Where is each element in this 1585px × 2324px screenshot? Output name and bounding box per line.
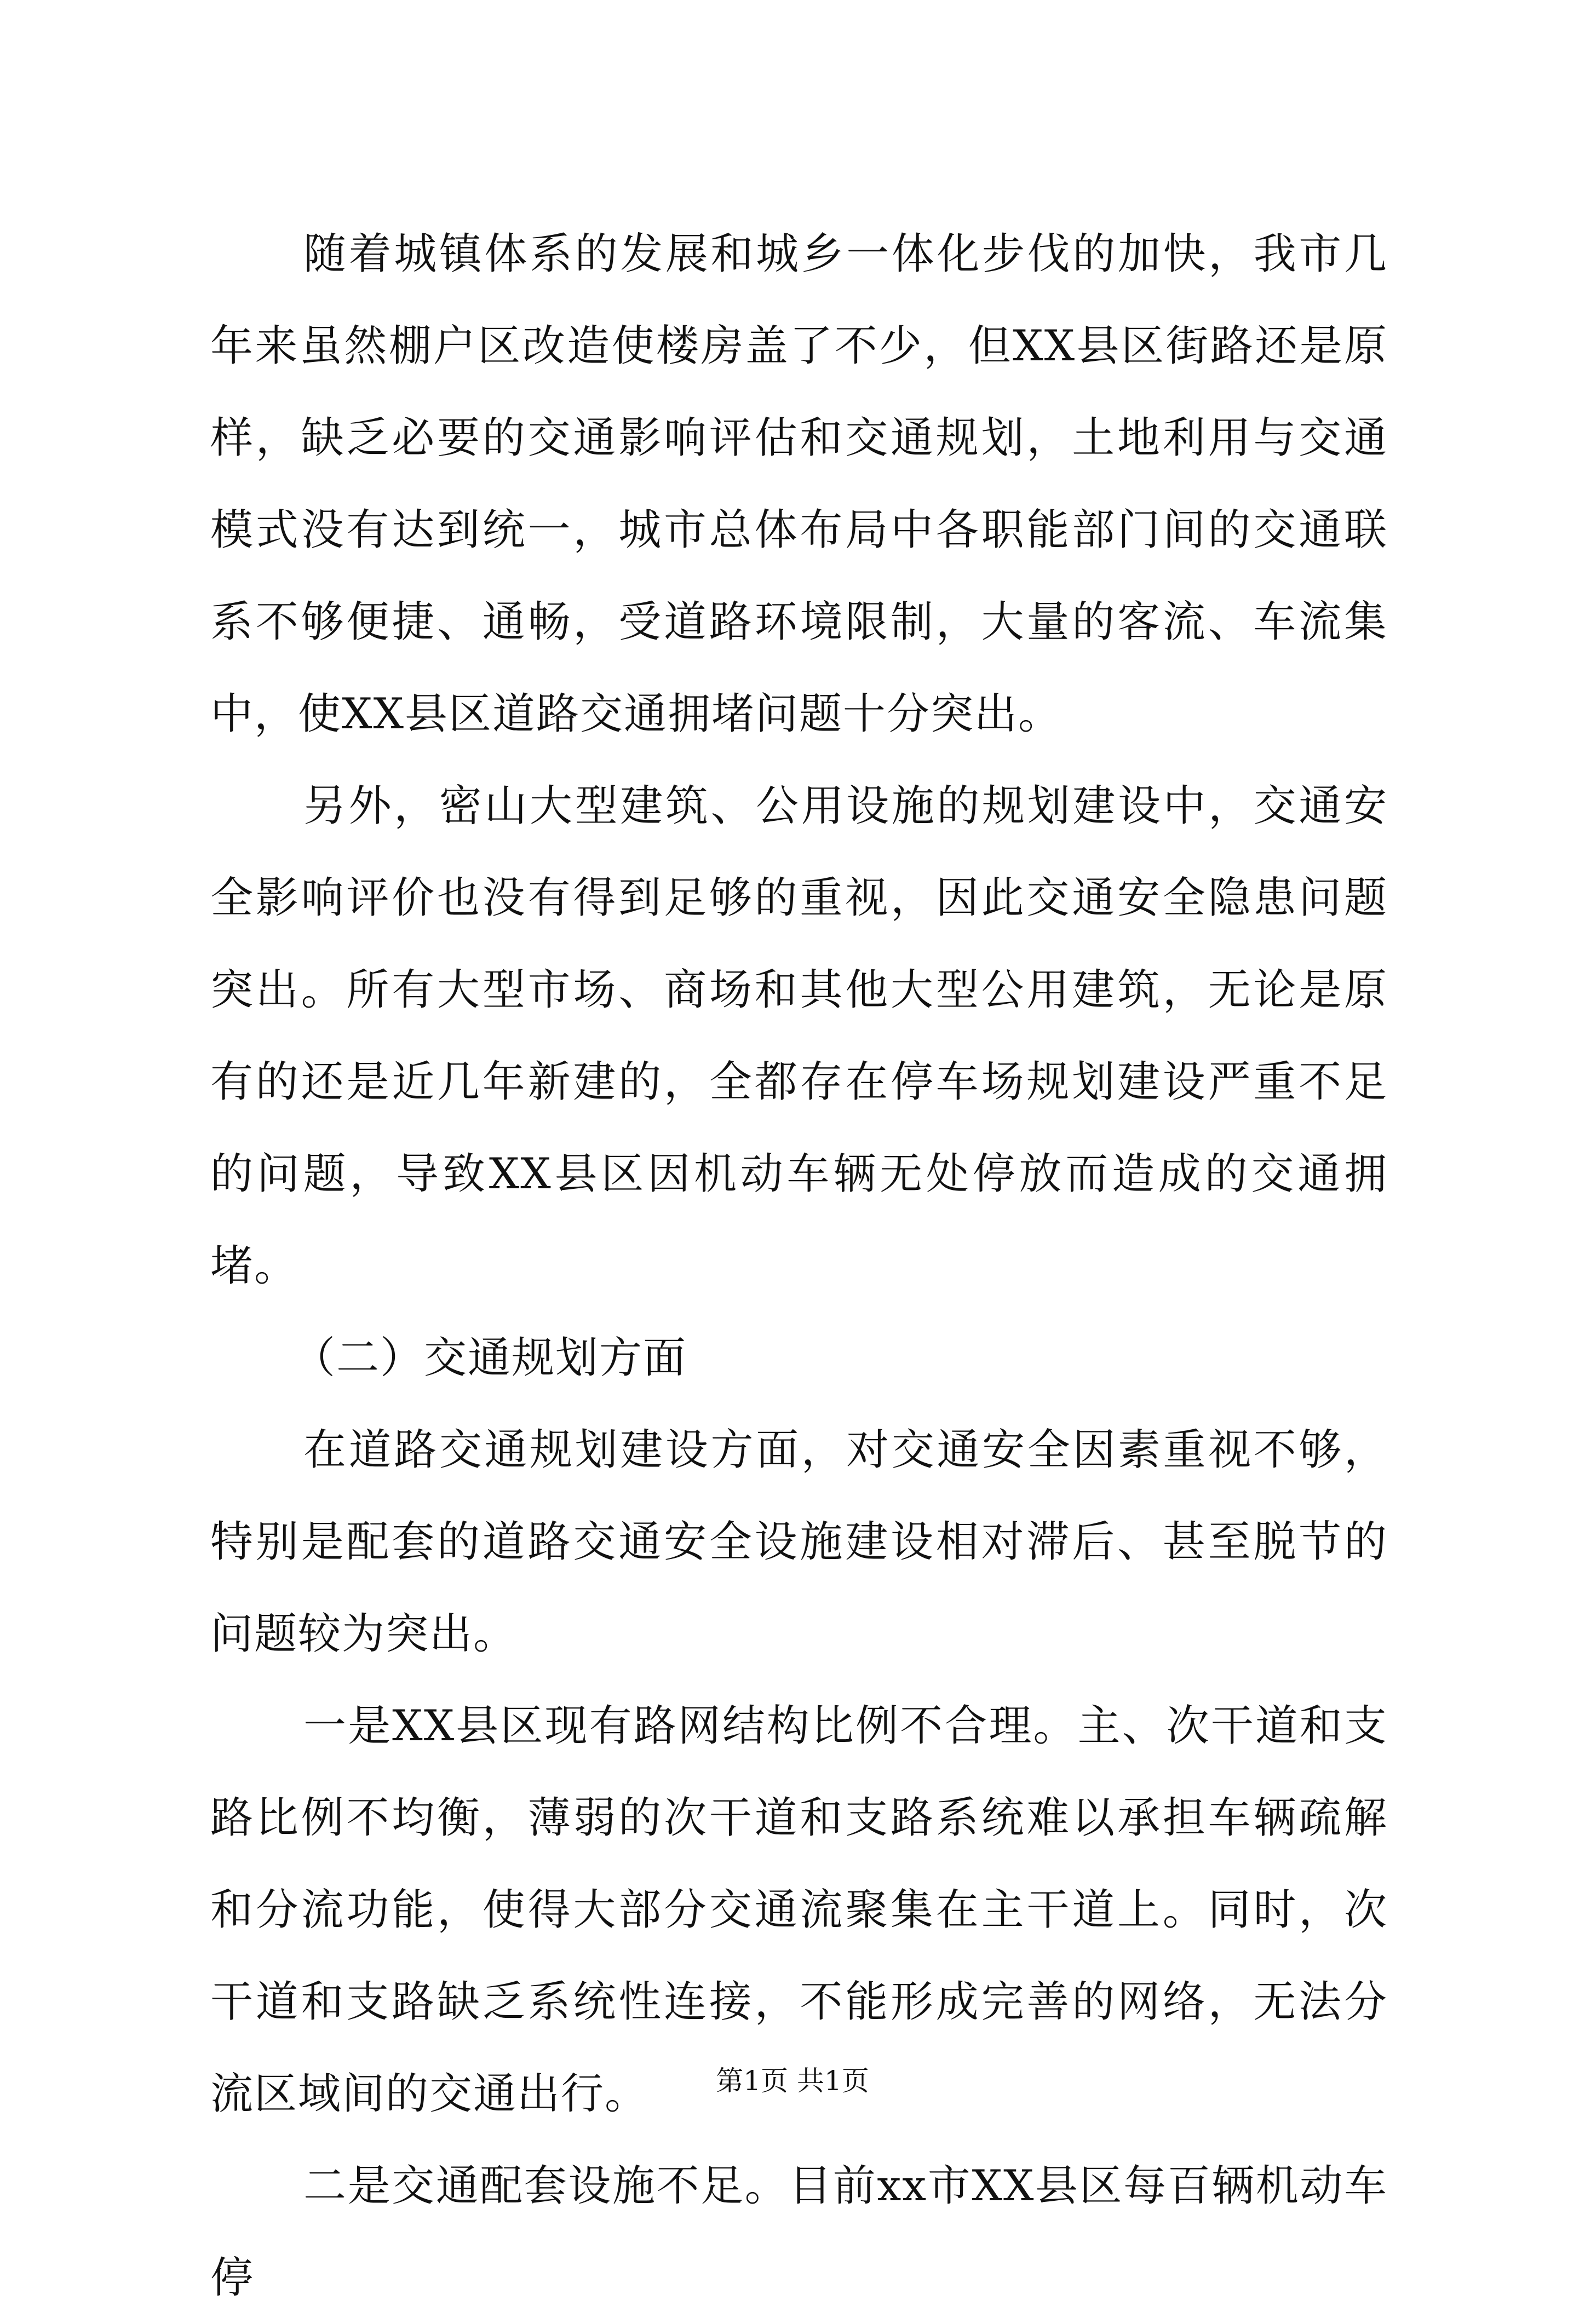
paragraph-road-network-structure: 一是XX县区现有路网结构比例不合理。主、次干道和支路比例不均衡，薄弱的次干道和支路系统难以承担车辆疏解和分流功能，使得大部分交通流聚集在主干道上。同时，次干道和支路缺乏系统性连接，不能形成完善的网络，无法分流区域间的交通出行。 bbox=[210, 1701, 1388, 2119]
section-heading-traffic-planning: （二）交通规划方面 bbox=[292, 1333, 687, 1383]
document-body bbox=[210, 208, 1388, 2324]
page-number-footer: 第1页 共1页 bbox=[716, 2065, 869, 2097]
paragraph-urban-traffic-planning: 随着城镇体系的发展和城乡一体化步伐的加快，我市几年来虽然棚户区改造使楼房盖了不少，但XX县区街路还是原样，缺乏必要的交通影响评估和交通规划，土地利用与交通模式没有达到统一，城市总体布局中各职能部门间的交通联系不够便捷、通畅，受道路环境限制，大量的客流、车流集中，使XX县区道路交通拥堵问题十分突出。 bbox=[210, 229, 1388, 739]
paragraph-parking-shortage: 另外，密山大型建筑、公用设施的规划建设中，交通安全影响评价也没有得到足够的重视，因此交通安全隐患问题突出。所有大型市场、商场和其他大型公用建筑，无论是原有的还是近几年新建的，全都存在停车场规划建设严重不足的问题，导致XX县区因机动车辆无处停放而造成的交通拥堵。 bbox=[210, 781, 1388, 1291]
paragraph-supporting-facilities: 二是交通配套设施不足。目前xx市XX县区每百辆机动车停 bbox=[210, 2161, 1388, 2303]
paragraph-safety-facilities: 在道路交通规划建设方面，对交通安全因素重视不够，特别是配套的道路交通安全设施建设相对滞后、甚至脱节的问题较为突出。 bbox=[210, 1425, 1388, 1659]
